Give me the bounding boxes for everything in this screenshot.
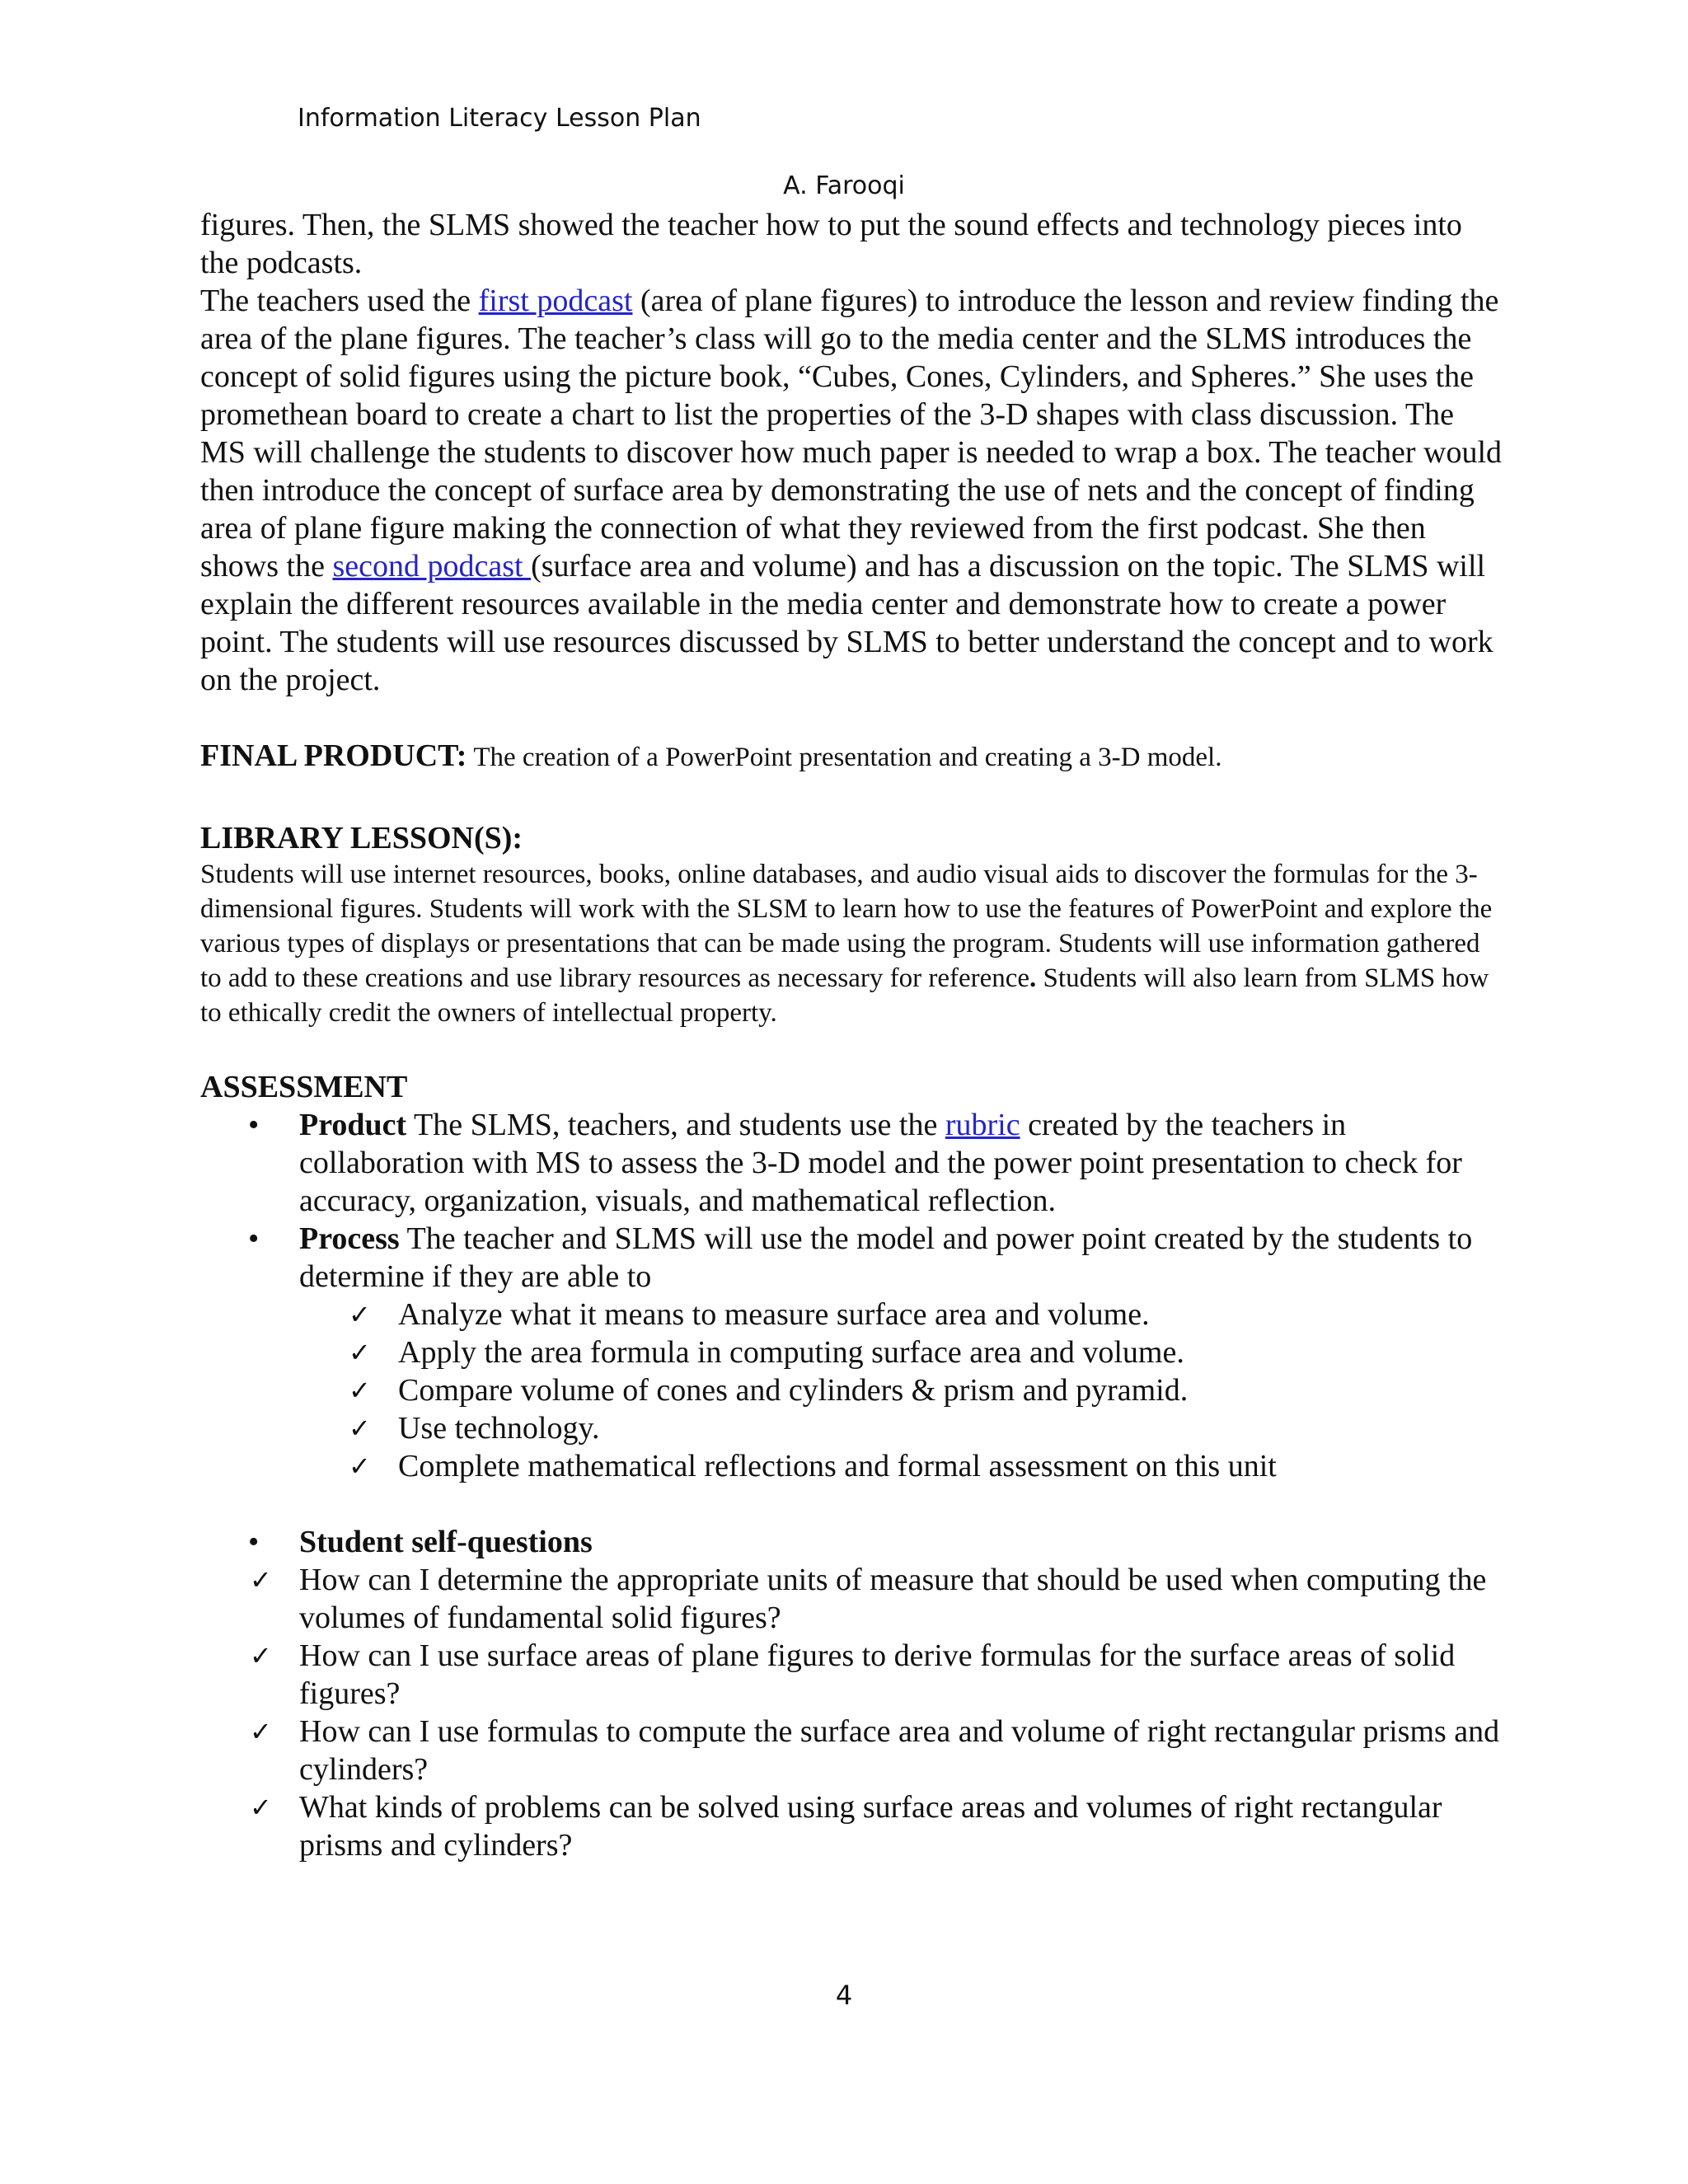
self-question-item (200, 1637, 1503, 1713)
header-title: Information Literacy Lesson Plan (298, 104, 701, 133)
process-check-item (200, 1333, 1503, 1371)
checkmark-icon: ✓ (250, 1564, 272, 1596)
list-spacer (200, 1485, 1503, 1523)
self-question-text: How can I determine the appropriate units of measure that should be used when computing the volumes of fundamental solid figures? (299, 1563, 1487, 1635)
process-label: Process (299, 1221, 400, 1256)
second-podcast-link[interactable]: second podcast (332, 549, 532, 583)
assessment-list (200, 1106, 1503, 1296)
process-checklist (200, 1296, 1503, 1485)
self-questions-list (200, 1523, 1503, 1561)
intro-paragraph-1: figures. Then, the SLMS showed the teacher how to put the sound effects and technology pieces into the podcasts. (200, 208, 1462, 280)
product-text-end: created by the teachers in collaboration with MS to assess the 3-D model and the power point presentation to check for accuracy, organization, visuals, and mathematical reflection. (299, 1108, 1462, 1218)
intro-text-end: (surface area and volume) and has a discussion on the topic. The SLMS will explain the different resources available in the media center and demonstrate how to create a power point. The students will use resources discussed by SLMS to better understand the concept and to work on the project. (200, 549, 1493, 697)
intro-paragraph-2 (200, 282, 1503, 699)
assessment-product-item (200, 1106, 1503, 1220)
process-check-text: Analyze what it means to measure surface area and volume. (398, 1297, 1150, 1332)
library-lessons-text-end: Students will also learn from SLMS how to ethically credit the owners of intellectual property. (200, 963, 1489, 1028)
process-check-item (200, 1296, 1503, 1333)
checkmark-icon: ✓ (250, 1792, 272, 1823)
self-questions-item (200, 1523, 1503, 1561)
final-product-text: The creation of a PowerPoint presentation and creating a 3-D model. (473, 743, 1222, 772)
page-content (200, 206, 1503, 1864)
checkmark-icon: ✓ (349, 1337, 371, 1368)
assessment-heading: ASSESSMENT (200, 1070, 408, 1104)
process-check-text: Complete mathematical reflections and formal assessment on this unit (398, 1449, 1277, 1483)
bullet-icon: • (248, 1108, 260, 1142)
library-lessons-text-main: Students will use internet resources, books, online databases, and audio visual aids to discover the formulas for the 3-dimensional figures. Students will work with the SLSM to learn how to use the features of PowerPoint and explore the various types of displays or presentations that can be made using the program. Students will use information gathered to add to these creations and use library resources as necessary for reference (200, 860, 1493, 993)
library-lessons-bold-period: . (1029, 963, 1037, 993)
library-lessons-heading: LIBRARY LESSON(S): (200, 821, 523, 855)
page-number: 4 (835, 1980, 853, 2011)
self-question-item (200, 1561, 1503, 1637)
self-question-item (200, 1713, 1503, 1788)
process-check-item (200, 1409, 1503, 1447)
library-lessons-text (200, 857, 1503, 1030)
self-questions-checklist (200, 1561, 1503, 1864)
rubric-link[interactable]: rubric (945, 1108, 1020, 1142)
intro-text-start: The teachers used the (200, 284, 479, 318)
process-text: The teacher and SLMS will use the model and power point created by the students to determine if they are able to (299, 1221, 1473, 1294)
self-question-text: How can I use formulas to compute the surface area and volume of right rectangular prisms and cylinders? (299, 1714, 1500, 1787)
bullet-icon: • (248, 1525, 260, 1559)
checkmark-icon: ✓ (349, 1451, 371, 1482)
self-question-item (200, 1788, 1503, 1864)
product-text-start: The SLMS, teachers, and students use the (406, 1108, 945, 1142)
self-question-text: How can I use surface areas of plane figures to derive formulas for the surface areas of solid figures? (299, 1638, 1456, 1711)
process-check-item (200, 1447, 1503, 1485)
checkmark-icon: ✓ (349, 1299, 371, 1330)
self-question-text: What kinds of problems can be solved using surface areas and volumes of right rectangular prisms and cylinders? (299, 1790, 1442, 1863)
checkmark-icon: ✓ (250, 1640, 272, 1671)
process-check-text: Apply the area formula in computing surface area and volume. (398, 1335, 1184, 1370)
first-podcast-link[interactable]: first podcast (478, 284, 633, 318)
process-check-text: Use technology. (398, 1411, 600, 1446)
product-label: Product (299, 1108, 407, 1142)
assessment-process-item (200, 1220, 1503, 1296)
checkmark-icon: ✓ (349, 1413, 371, 1444)
process-check-item (200, 1371, 1503, 1409)
final-product-section (200, 737, 1503, 781)
self-questions-label: Student self-questions (299, 1525, 593, 1559)
bullet-icon: • (248, 1221, 260, 1256)
process-check-text: Compare volume of cones and cylinders & prism and pyramid. (398, 1373, 1189, 1408)
header-author: A. Farooqi (783, 171, 905, 200)
final-product-label: FINAL PRODUCT: (200, 738, 467, 773)
intro-text-middle: (area of plane figures) to introduce the lesson and review finding the area of the plane figures. The teacher’s class will go to the media center and the SLMS introduces the concept of solid figures using the picture book, “Cubes, Cones, Cylinders, and Spheres.” She uses the promethean board to create a chart to list the properties of the 3-D shapes with class discussion. The MS will challenge the students to discover how much paper is needed to wrap a box. The teacher would then introduce the concept of surface area by demonstrating the use of nets and the concept of finding area of plane figure making the connection of what they reviewed from the first podcast. She then shows the (200, 284, 1503, 583)
checkmark-icon: ✓ (349, 1375, 371, 1406)
checkmark-icon: ✓ (250, 1716, 272, 1747)
